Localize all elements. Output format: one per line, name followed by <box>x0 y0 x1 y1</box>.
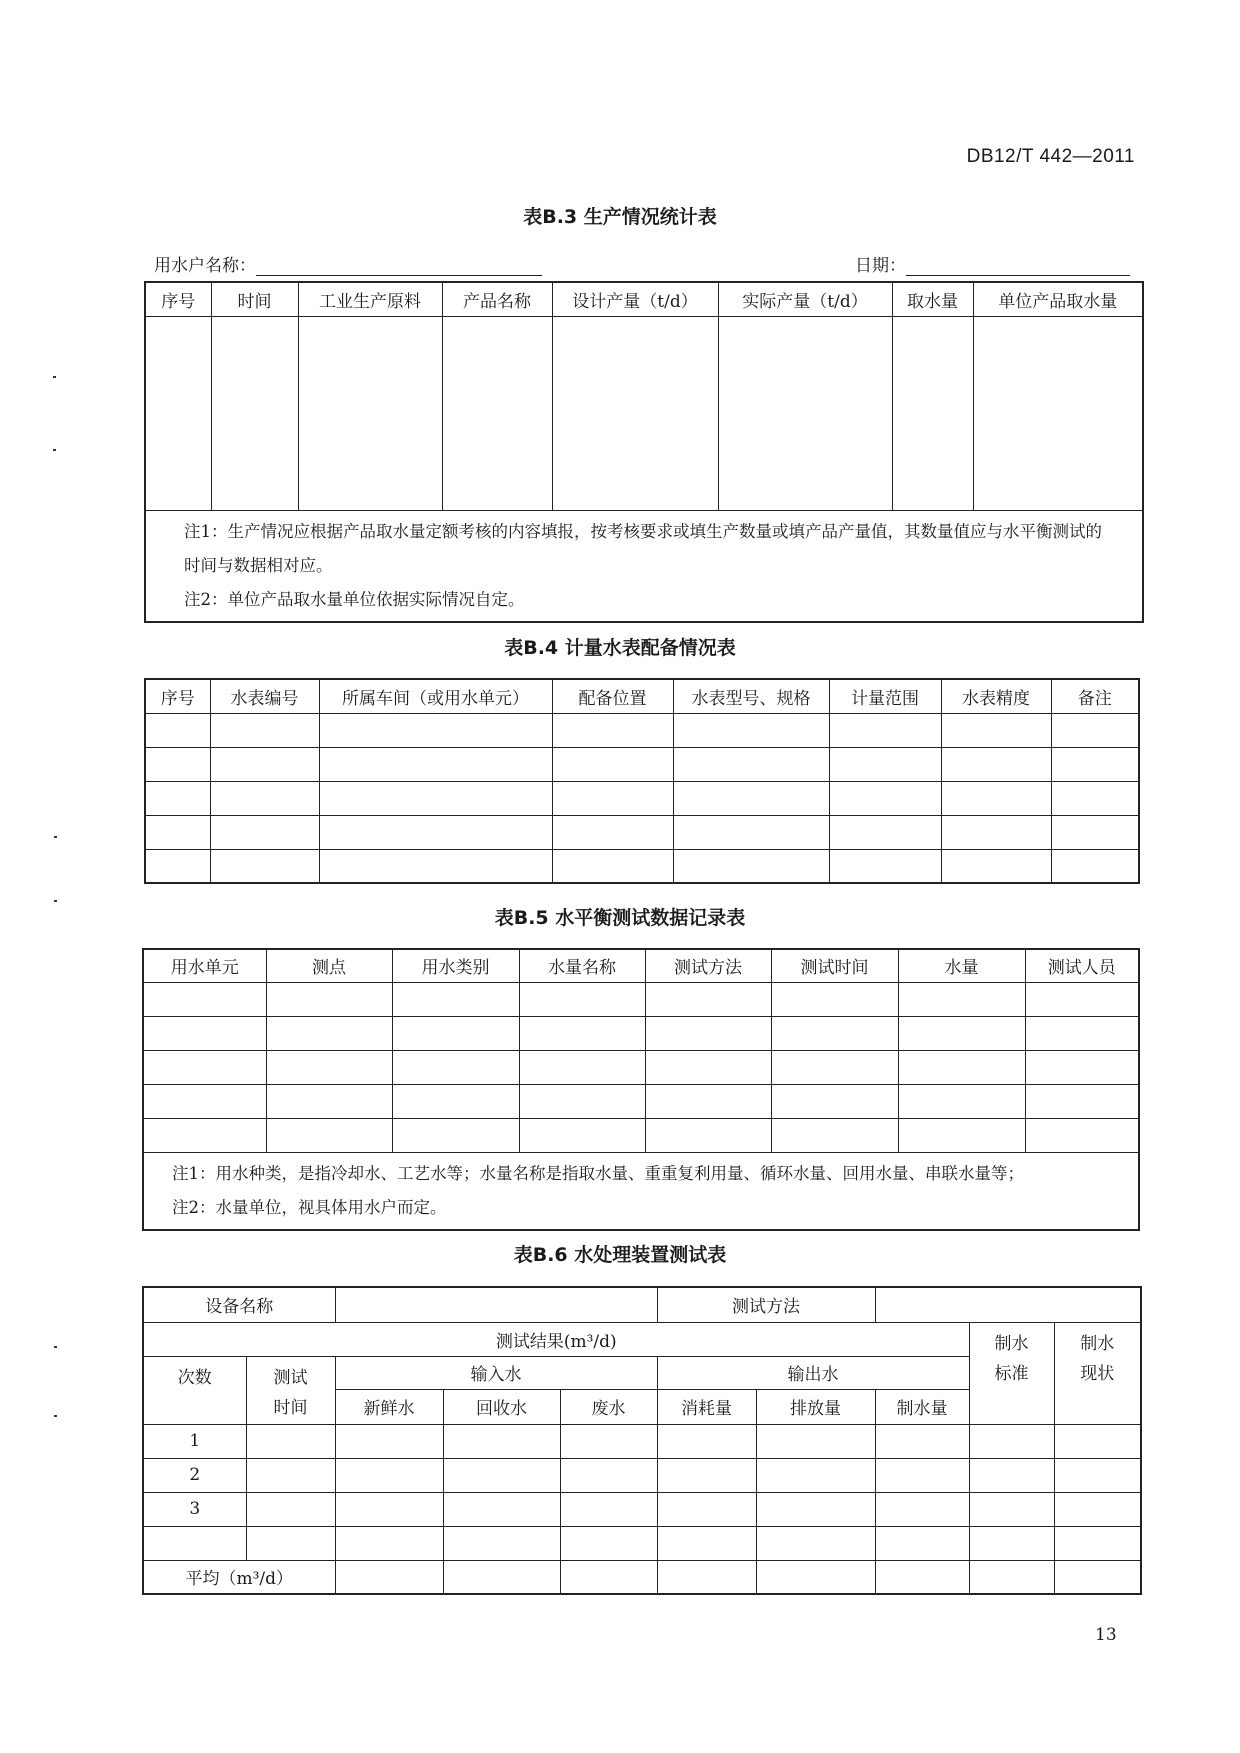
date-label: 日期： <box>855 256 906 276</box>
table-cell[interactable] <box>443 1492 560 1526</box>
table-cell[interactable] <box>1025 1084 1139 1118</box>
column-header: 排放量 <box>756 1389 875 1424</box>
column-header: 测试方法 <box>645 949 771 982</box>
average-label: 平均（m³/d） <box>143 1560 335 1594</box>
table-cell[interactable] <box>210 713 319 747</box>
table-b6 <box>142 1286 1142 1595</box>
column-header: 水表型号、规格 <box>673 679 829 713</box>
table-cell[interactable] <box>657 1526 756 1560</box>
table-cell[interactable] <box>898 1050 1025 1084</box>
table-cell[interactable] <box>443 1560 560 1594</box>
table-row <box>145 849 1139 883</box>
standard-label: 制水标准 <box>969 1322 1054 1424</box>
table-cell[interactable] <box>969 1560 1054 1594</box>
column-header: 制水量 <box>875 1389 969 1424</box>
column-header: 用水类别 <box>392 949 519 982</box>
column-header: 时间 <box>211 282 298 316</box>
column-header: 序号 <box>145 679 210 713</box>
table-row <box>145 316 1143 510</box>
table-cell[interactable] <box>941 781 1051 815</box>
table-cell[interactable] <box>1054 1560 1141 1594</box>
column-header: 新鲜水 <box>335 1389 443 1424</box>
table-row <box>143 1424 1141 1458</box>
table-cell[interactable] <box>210 781 319 815</box>
table-cell[interactable] <box>973 316 1143 510</box>
scan-speck <box>54 1346 57 1348</box>
table-cell[interactable] <box>392 982 519 1016</box>
table-cell[interactable] <box>519 982 645 1016</box>
column-header: 产品名称 <box>442 282 552 316</box>
table-cell[interactable] <box>560 1492 657 1526</box>
table-cell[interactable] <box>560 1458 657 1492</box>
table-cell[interactable] <box>552 316 718 510</box>
table-cell[interactable] <box>673 713 829 747</box>
table-cell[interactable] <box>335 1424 443 1458</box>
table-cell[interactable] <box>673 849 829 883</box>
table-cell[interactable] <box>657 1560 756 1594</box>
table-cell[interactable] <box>143 1050 266 1084</box>
table-cell[interactable] <box>1054 1526 1141 1560</box>
table-cell[interactable] <box>969 1492 1054 1526</box>
table-cell[interactable] <box>1054 1424 1141 1458</box>
table-cell[interactable] <box>519 1084 645 1118</box>
column-header: 回收水 <box>443 1389 560 1424</box>
table-cell[interactable] <box>771 1050 898 1084</box>
table-b6-title: 表B.6 水处理装置测试表 <box>513 1244 727 1266</box>
table-notes <box>145 510 1143 622</box>
table-row <box>145 713 1139 747</box>
device-name-label: 设备名称 <box>143 1287 335 1322</box>
table-cell[interactable] <box>756 1424 875 1458</box>
table-cell[interactable] <box>771 1016 898 1050</box>
table-b5 <box>142 948 1140 1231</box>
table-cell[interactable] <box>756 1526 875 1560</box>
table-row <box>145 781 1139 815</box>
column-header: 水表精度 <box>941 679 1051 713</box>
table-cell[interactable] <box>145 815 210 849</box>
table-cell[interactable] <box>892 316 973 510</box>
table-cell[interactable] <box>875 1560 969 1594</box>
table-cell[interactable] <box>829 849 941 883</box>
count-label: 次数 <box>143 1356 246 1424</box>
table-cell[interactable] <box>266 1050 392 1084</box>
table-cell[interactable] <box>552 849 673 883</box>
table-cell[interactable] <box>519 1118 645 1152</box>
table-cell[interactable] <box>392 1118 519 1152</box>
row-number: 1 <box>143 1424 246 1458</box>
table-cell[interactable] <box>829 747 941 781</box>
scan-speck <box>54 1415 57 1417</box>
table-cell[interactable] <box>246 1424 335 1458</box>
table-cell[interactable] <box>319 781 552 815</box>
table-cell[interactable] <box>1025 1050 1139 1084</box>
table-cell[interactable] <box>560 1526 657 1560</box>
table-cell[interactable] <box>552 747 673 781</box>
row-number <box>143 1526 246 1560</box>
page-number: 13 <box>1095 1625 1117 1645</box>
output-water-label: 输出水 <box>657 1356 969 1389</box>
table-cell[interactable] <box>1025 1016 1139 1050</box>
table-cell[interactable] <box>335 1560 443 1594</box>
table-cell[interactable] <box>335 1526 443 1560</box>
table-row <box>143 1118 1139 1152</box>
table-cell[interactable] <box>519 1050 645 1084</box>
table-cell[interactable] <box>875 1526 969 1560</box>
table-notes <box>143 1152 1139 1230</box>
table-cell[interactable] <box>145 713 210 747</box>
table-row <box>143 1526 1141 1560</box>
table-cell[interactable] <box>645 1084 771 1118</box>
table-cell[interactable] <box>319 849 552 883</box>
table-cell[interactable] <box>756 1560 875 1594</box>
table-row <box>143 982 1139 1016</box>
scan-speck <box>53 449 56 451</box>
column-header: 消耗量 <box>657 1389 756 1424</box>
table-row <box>143 1492 1141 1526</box>
table-cell[interactable] <box>1051 815 1139 849</box>
table-cell[interactable] <box>941 849 1051 883</box>
table-cell[interactable] <box>969 1424 1054 1458</box>
table-cell[interactable] <box>1025 982 1139 1016</box>
user-name-label: 用水户名称： <box>154 256 256 276</box>
table-cell[interactable] <box>210 747 319 781</box>
table-cell[interactable] <box>645 1118 771 1152</box>
table-cell[interactable] <box>335 1458 443 1492</box>
table-cell[interactable] <box>319 815 552 849</box>
table-row <box>143 1084 1139 1118</box>
table-cell[interactable] <box>1051 781 1139 815</box>
column-header: 所属车间（或用水单元） <box>319 679 552 713</box>
column-header: 单位产品取水量 <box>973 282 1143 316</box>
table-cell[interactable] <box>319 747 552 781</box>
table-cell[interactable] <box>1051 713 1139 747</box>
table-cell[interactable] <box>443 1458 560 1492</box>
table-cell[interactable] <box>392 1084 519 1118</box>
column-header: 备注 <box>1051 679 1139 713</box>
table-cell[interactable] <box>145 747 210 781</box>
table-cell[interactable] <box>771 982 898 1016</box>
table-cell[interactable] <box>1025 1118 1139 1152</box>
table-cell[interactable] <box>335 1492 443 1526</box>
table-cell[interactable] <box>657 1424 756 1458</box>
table-cell[interactable] <box>898 1016 1025 1050</box>
column-header: 实际产量（t/d） <box>718 282 892 316</box>
table-cell[interactable] <box>211 316 298 510</box>
table-header-row <box>143 949 1139 982</box>
table-b5-title: 表B.5 水平衡测试数据记录表 <box>494 907 746 929</box>
table-cell[interactable] <box>829 781 941 815</box>
table-cell[interactable] <box>298 316 442 510</box>
table-cell[interactable] <box>673 747 829 781</box>
table-cell[interactable] <box>898 982 1025 1016</box>
column-header: 水量 <box>898 949 1025 982</box>
table-cell[interactable] <box>941 713 1051 747</box>
table-cell[interactable] <box>246 1458 335 1492</box>
table-row <box>143 1050 1139 1084</box>
table-cell[interactable] <box>756 1492 875 1526</box>
table-cell[interactable] <box>552 713 673 747</box>
table-cell[interactable] <box>657 1492 756 1526</box>
table-b4-title: 表B.4 计量水表配备情况表 <box>504 637 736 659</box>
table-cell[interactable] <box>210 849 319 883</box>
row-number: 2 <box>143 1458 246 1492</box>
column-header: 工业生产原料 <box>298 282 442 316</box>
table-b3-title: 表B.3 生产情况统计表 <box>523 206 717 228</box>
scan-speck <box>53 376 56 378</box>
table-cell[interactable] <box>673 781 829 815</box>
note-1: 注1：生产情况应根据产品取水量定额考核的内容填报，按考核要求或填生产数量或填产品产量值，其数量值应与水平衡测试的时间与数据相对应。 <box>184 521 1102 575</box>
table-cell[interactable] <box>560 1560 657 1594</box>
table-cell[interactable] <box>645 982 771 1016</box>
table-header-row <box>145 679 1139 713</box>
input-water-label: 输入水 <box>335 1356 657 1389</box>
table-cell[interactable] <box>898 1118 1025 1152</box>
table-cell[interactable] <box>145 316 211 510</box>
table-cell[interactable] <box>1051 849 1139 883</box>
table-cell[interactable] <box>552 815 673 849</box>
note-2: 注2：单位产品取水量单位依据实际情况自定。 <box>184 589 525 609</box>
table-cell[interactable] <box>143 982 266 1016</box>
table-cell[interactable] <box>210 815 319 849</box>
column-header: 序号 <box>145 282 211 316</box>
table-cell[interactable] <box>969 1526 1054 1560</box>
table-cell[interactable] <box>969 1458 1054 1492</box>
table-cell[interactable] <box>756 1458 875 1492</box>
table-cell[interactable] <box>1051 747 1139 781</box>
table-cell[interactable] <box>266 1016 392 1050</box>
table-cell[interactable] <box>829 713 941 747</box>
table-cell[interactable] <box>246 1526 335 1560</box>
table-cell[interactable] <box>143 1016 266 1050</box>
standard-code: DB12/T 442—2011 <box>966 146 1135 167</box>
column-header: 取水量 <box>892 282 973 316</box>
column-header: 用水单元 <box>143 949 266 982</box>
row-number: 3 <box>143 1492 246 1526</box>
table-cell[interactable] <box>771 1118 898 1152</box>
table-cell[interactable] <box>875 1492 969 1526</box>
table-cell[interactable] <box>645 1050 771 1084</box>
table-cell[interactable] <box>718 316 892 510</box>
status-label: 制水现状 <box>1054 1322 1141 1424</box>
device-name-input[interactable] <box>335 1287 657 1322</box>
scan-speck <box>54 836 57 838</box>
table-cell[interactable] <box>645 1016 771 1050</box>
column-header: 配备位置 <box>552 679 673 713</box>
table-cell[interactable] <box>771 1084 898 1118</box>
table-cell[interactable] <box>392 1050 519 1084</box>
table-cell[interactable] <box>392 1016 519 1050</box>
test-time-label: 测试时间 <box>246 1356 335 1424</box>
scan-speck <box>54 900 57 902</box>
table-cell[interactable] <box>443 1424 560 1458</box>
table-row <box>143 1016 1139 1050</box>
date-field[interactable] <box>855 251 1130 276</box>
column-header: 测试人员 <box>1025 949 1139 982</box>
table-cell[interactable] <box>143 1084 266 1118</box>
table-b4 <box>144 678 1140 884</box>
table-cell[interactable] <box>673 815 829 849</box>
table-cell[interactable] <box>552 781 673 815</box>
table-cell[interactable] <box>941 815 1051 849</box>
table-row <box>143 1458 1141 1492</box>
table-cell[interactable] <box>143 1118 266 1152</box>
table-cell[interactable] <box>875 1424 969 1458</box>
table-cell[interactable] <box>560 1424 657 1458</box>
column-header: 废水 <box>560 1389 657 1424</box>
table-cell[interactable] <box>266 1118 392 1152</box>
table-cell[interactable] <box>519 1016 645 1050</box>
table-cell[interactable] <box>145 849 210 883</box>
table-cell[interactable] <box>443 1526 560 1560</box>
table-b3 <box>144 281 1144 623</box>
table-cell[interactable] <box>145 781 210 815</box>
test-method-input[interactable] <box>875 1287 1141 1322</box>
user-name-field[interactable] <box>154 251 542 276</box>
table-cell[interactable] <box>442 316 552 510</box>
table-cell[interactable] <box>657 1458 756 1492</box>
table-cell[interactable] <box>1054 1492 1141 1526</box>
test-result-label: 测试结果(m³/d) <box>143 1322 969 1356</box>
column-header: 测试时间 <box>771 949 898 982</box>
column-header: 测点 <box>266 949 392 982</box>
average-row <box>143 1560 1141 1594</box>
column-header: 水表编号 <box>210 679 319 713</box>
table-header-row <box>145 282 1143 316</box>
table-cell[interactable] <box>829 815 941 849</box>
test-method-label: 测试方法 <box>657 1287 875 1322</box>
table-cell[interactable] <box>941 747 1051 781</box>
table-cell[interactable] <box>875 1458 969 1492</box>
table-cell[interactable] <box>1054 1458 1141 1492</box>
column-header: 计量范围 <box>829 679 941 713</box>
note-1: 注1：用水种类，是指冷却水、工艺水等；水量名称是指取水量、重重复利用量、循环水量、回用水量、串联水量等； <box>172 1163 1024 1183</box>
table-row <box>145 747 1139 781</box>
table-cell[interactable] <box>319 713 552 747</box>
column-header: 水量名称 <box>519 949 645 982</box>
table-cell[interactable] <box>246 1492 335 1526</box>
column-header: 设计产量（t/d） <box>552 282 718 316</box>
table-row <box>145 815 1139 849</box>
table-cell[interactable] <box>898 1084 1025 1118</box>
note-2: 注2：水量单位，视具体用水户而定。 <box>172 1197 447 1217</box>
table-cell[interactable] <box>266 982 392 1016</box>
table-cell[interactable] <box>266 1084 392 1118</box>
